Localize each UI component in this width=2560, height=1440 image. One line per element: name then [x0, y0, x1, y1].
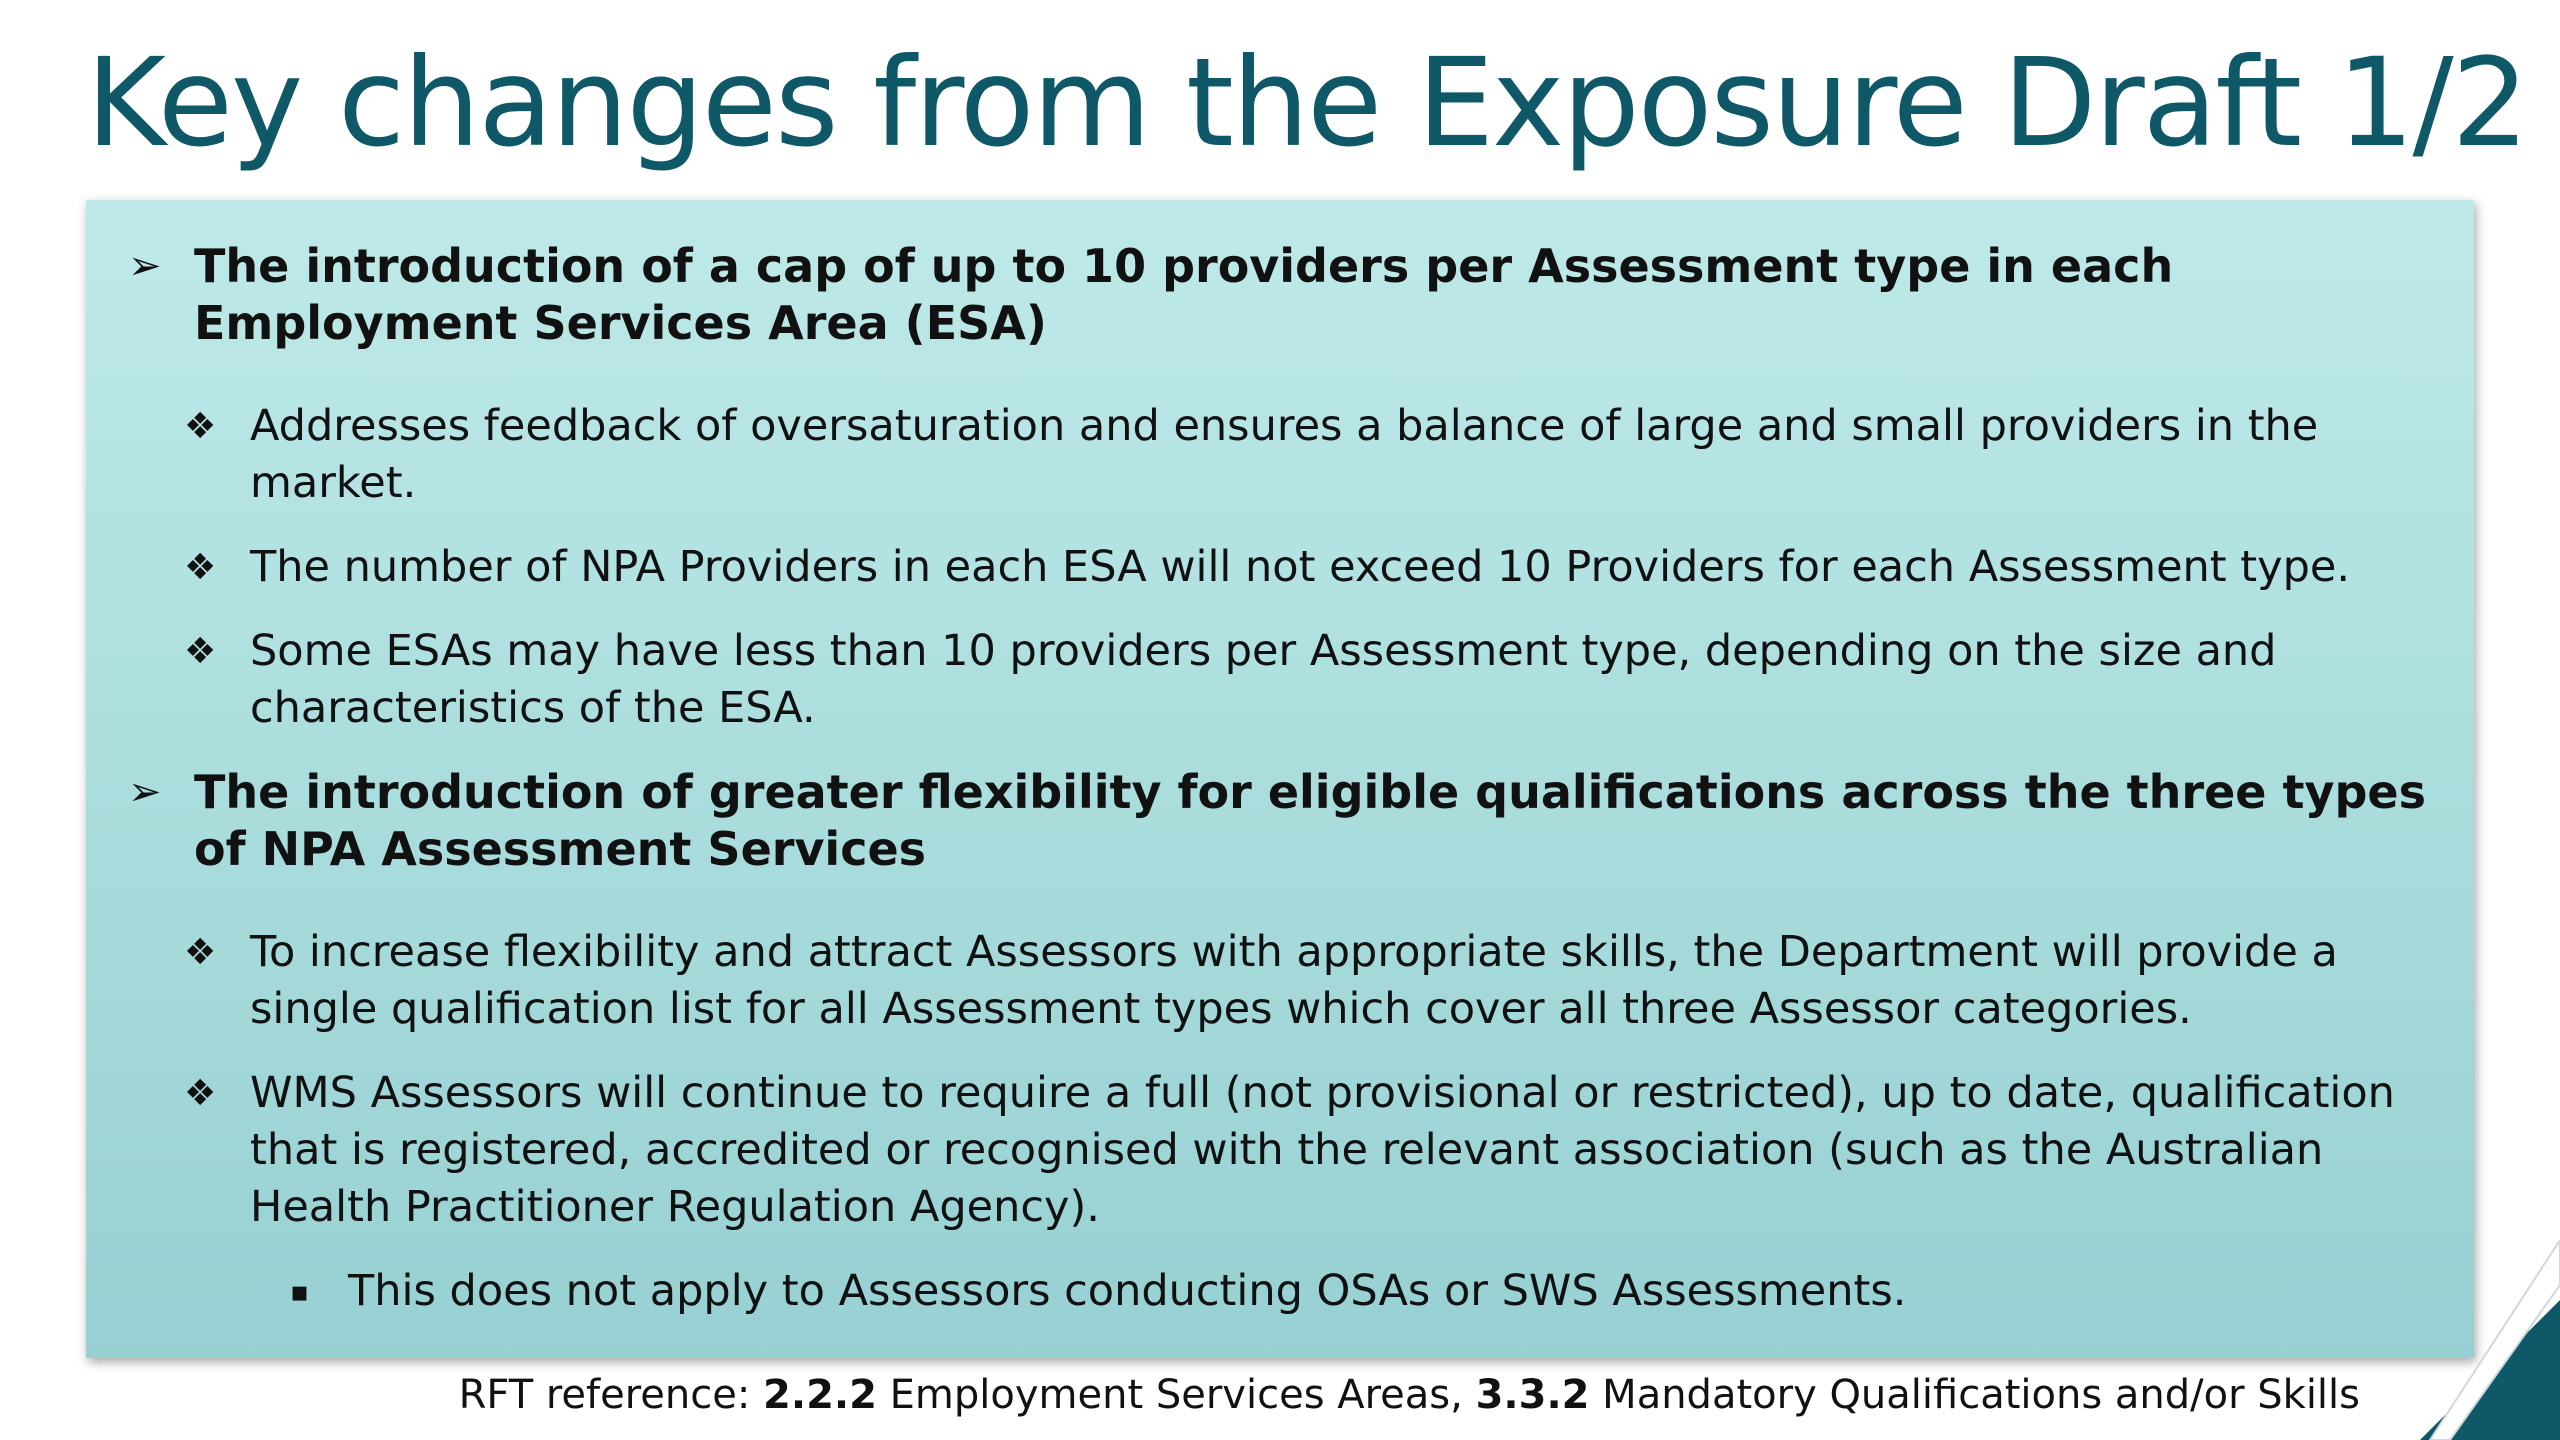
- main-bullet-2: [126, 764, 2434, 878]
- four-diamond-bullet-icon: ❖: [184, 406, 217, 447]
- sub-bullet: [184, 1065, 2434, 1236]
- rft-reference-section-1: 2.2.2: [763, 1372, 877, 1418]
- main-bullet-1: [126, 238, 2434, 352]
- four-diamond-bullet-icon: ❖: [184, 932, 217, 973]
- content-panel: [86, 200, 2474, 1358]
- sub-bullet: [184, 398, 2434, 512]
- four-diamond-bullet-icon: ❖: [184, 631, 217, 672]
- sub-bullet-text: Some ESAs may have less than 10 providers per Assessment type, depending on the size and characteristics of the ESA.: [250, 626, 2277, 733]
- main-bullet-text: The introduction of a cap of up to 10 providers per Assessment type in each Employment Services Area (ESA): [194, 239, 2174, 350]
- sub-bullet-text: WMS Assessors will continue to require a full (not provisional or restricted), up to date, qualification that is registered, accredited or recognised with the relevant association (such as the Australian Health Practitioner Regulation Agency).: [250, 1068, 2395, 1232]
- rft-reference-prefix: RFT reference:: [458, 1372, 764, 1418]
- sub-bullet-text: Addresses feedback of oversaturation and ensures a balance of large and small providers in the market.: [250, 401, 2319, 508]
- rft-reference-section-2: 3.3.2: [1475, 1372, 1590, 1418]
- four-diamond-bullet-icon: ❖: [184, 1073, 217, 1114]
- sub-bullet-text: To increase flexibility and attract Assessors with appropriate skills, the Department will provide a single qualification list for all Assessment types which cover all three Assessor categories.: [250, 927, 2338, 1034]
- square-bullet-icon: ▪: [290, 1275, 309, 1308]
- sub-bullet: [184, 539, 2434, 596]
- rft-reference-title-2: Mandatory Qualifications and/or Skills: [1589, 1372, 2360, 1418]
- rft-reference: [459, 1372, 2360, 1418]
- rft-reference-title-1: Employment Services Areas,: [876, 1372, 1476, 1418]
- slide-title: Key changes from the Exposure Draft 1/2: [86, 32, 2528, 174]
- sub-bullet: [184, 623, 2434, 737]
- sub-sub-bullet: [290, 1263, 2434, 1320]
- sub-bullet: [184, 924, 2434, 1038]
- sub-sub-bullet-text: This does not apply to Assessors conducting OSAs or SWS Assessments.: [348, 1266, 1907, 1316]
- arrowhead-bullet-icon: ➢: [128, 243, 162, 289]
- main-bullet-text: The introduction of greater flexibility for eligible qualifications across the three types of NPA Assessment Services: [194, 765, 2426, 876]
- sub-bullet-text: The number of NPA Providers in each ESA will not exceed 10 Providers for each Assessment type.: [250, 542, 2351, 592]
- four-diamond-bullet-icon: ❖: [184, 547, 217, 588]
- corner-accent-icon: [2410, 1240, 2560, 1440]
- arrowhead-bullet-icon: ➢: [128, 769, 162, 815]
